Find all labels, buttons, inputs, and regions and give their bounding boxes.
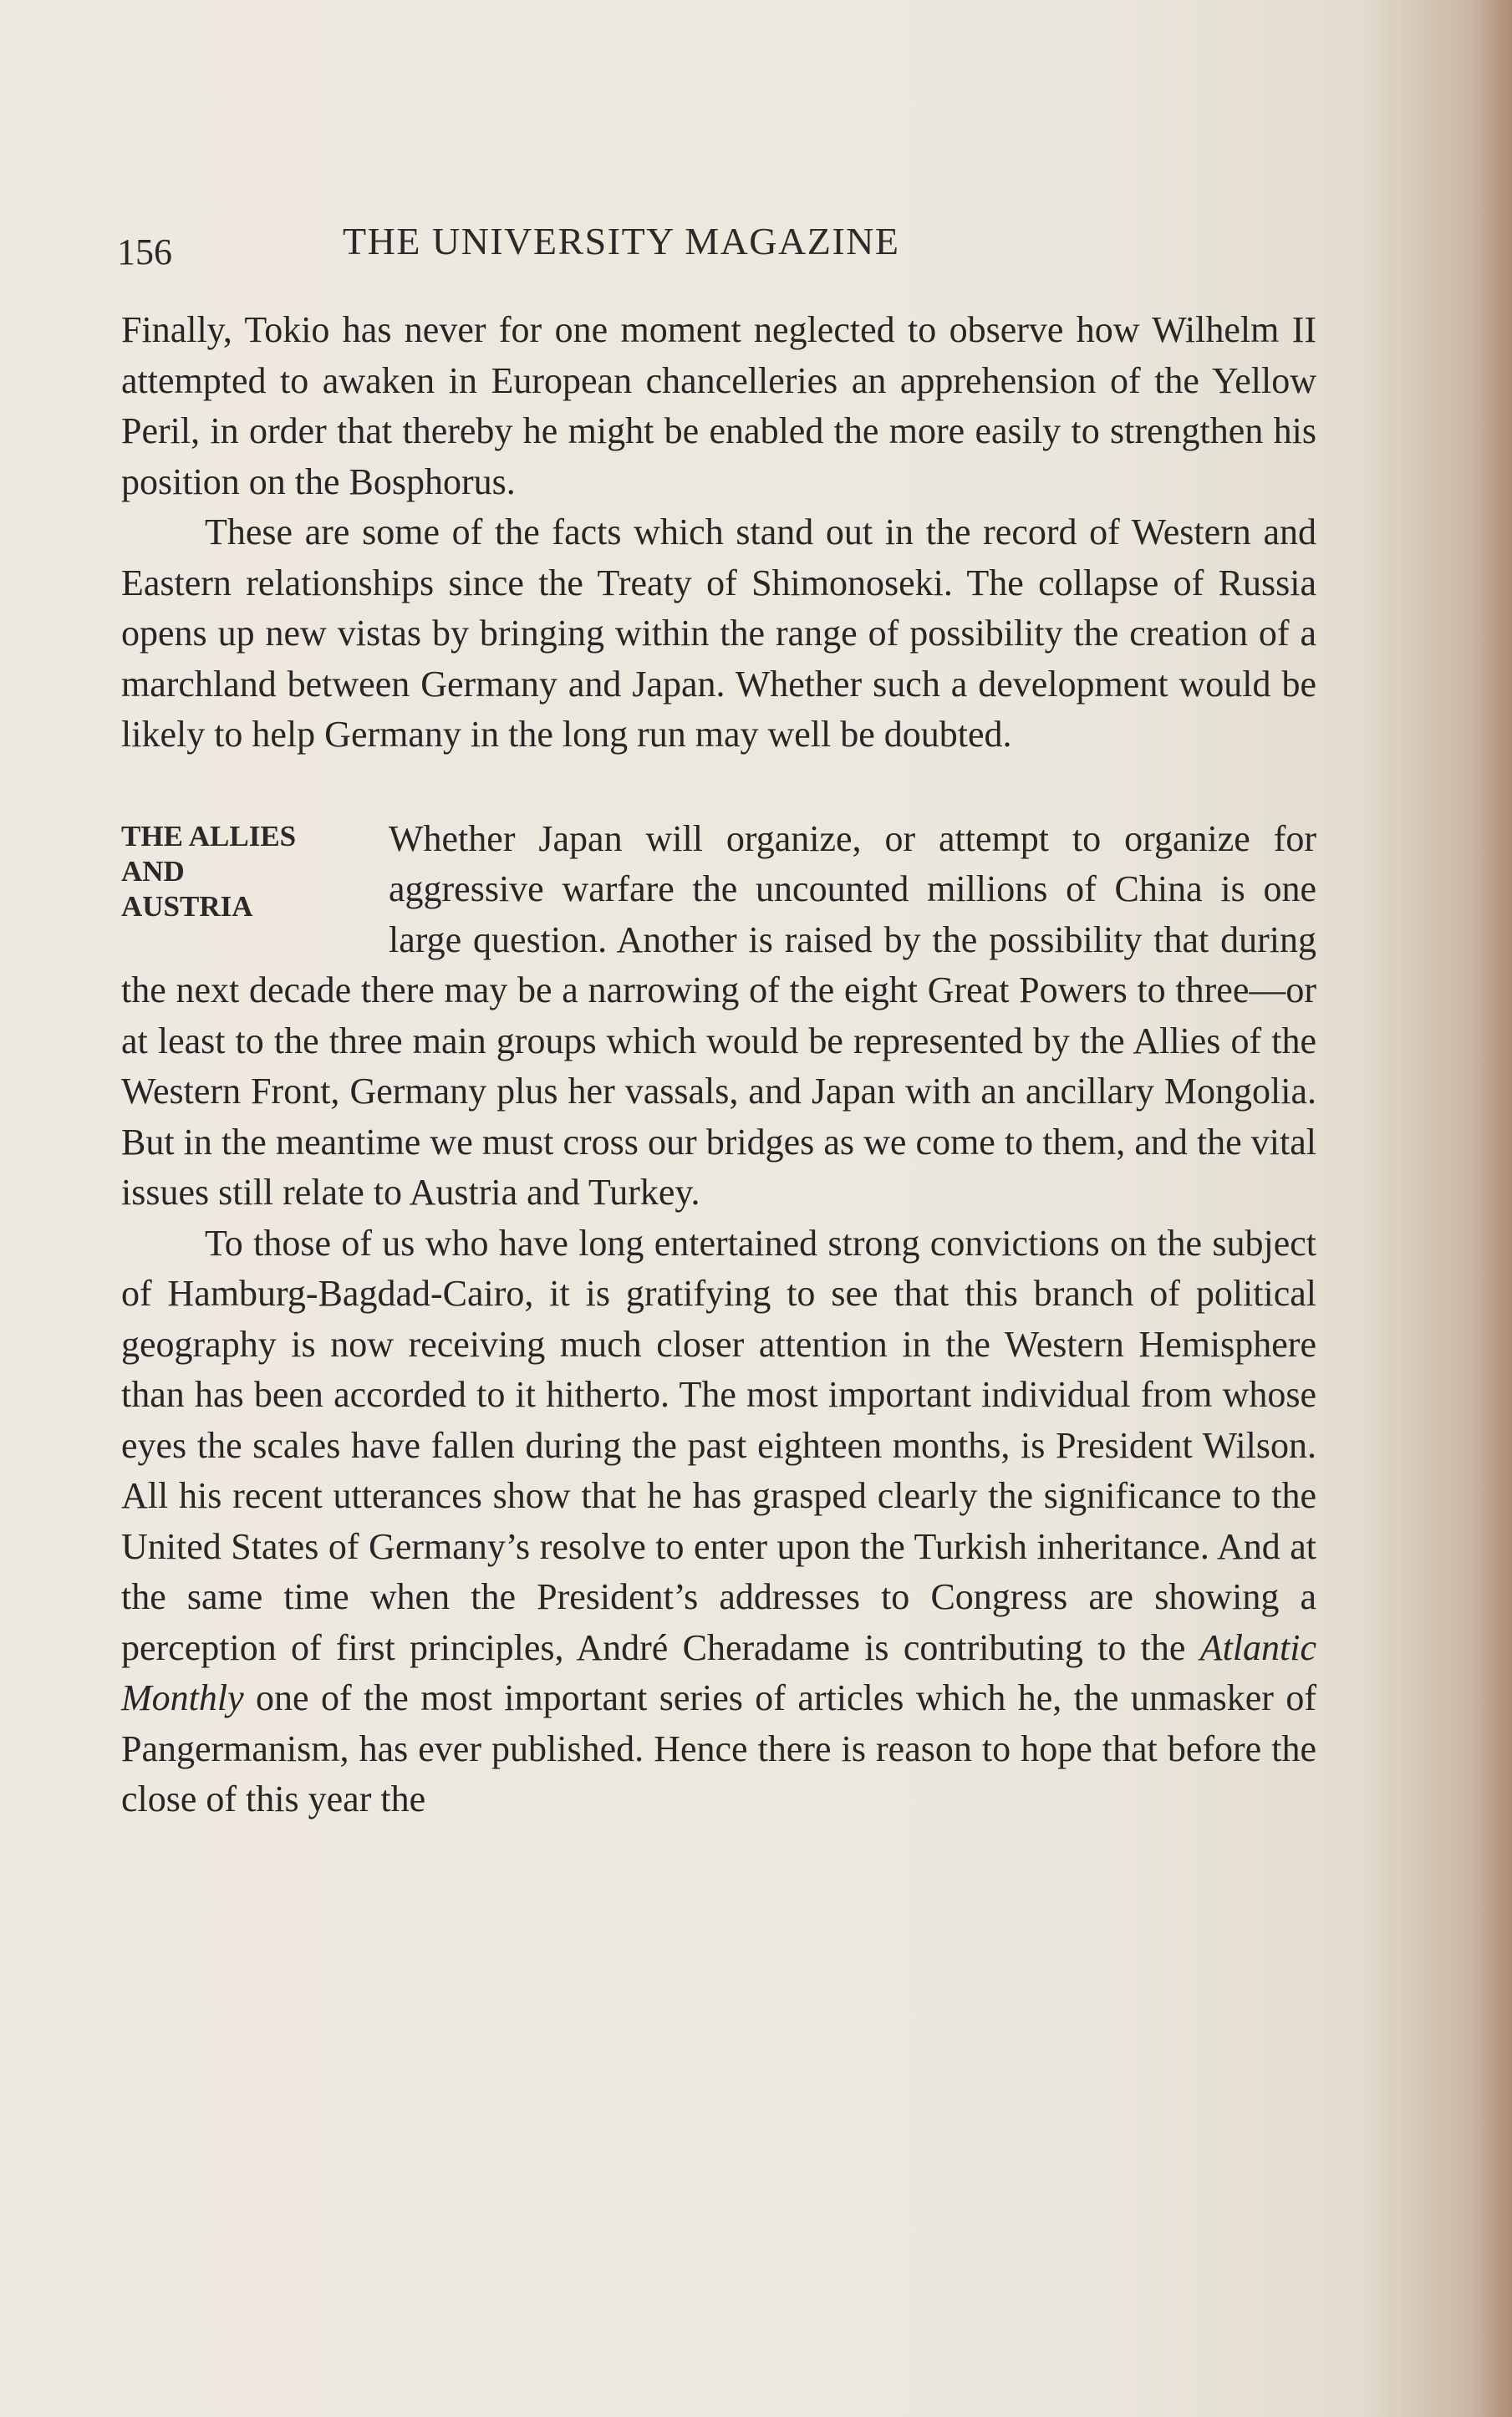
paragraph-2: These are some of the facts which stand out in the record of Western and Eastern relationships since the Treaty of Shimonoseki. The collapse of Russia opens up new vistas by bringing within the range of possibility the creation of a marchland between Germany and Japan. Whether such a development would be likely to help Germany in the long run may well be doubted. [121, 511, 1316, 755]
paragraph-3: Whether Japan will organize, or attempt to organize for aggressive warfare the uncounted millions of China is one large question. Another is raised by the possibility that during the next decade there may be a narrowing of the eight Great Powers to three—or at least to the three main groups which would be represented by the Allies of the Western Front, Germany plus her vassals, and Japan with an ancillary Mongolia. But in the meantime we must cross our bridges as we come to them, and the vital issues still relate to Austria and Turkey. [121, 817, 1316, 1213]
paragraph-4 [121, 1219, 1316, 1825]
body-text [121, 305, 1316, 1825]
page-number: 156 [117, 232, 172, 272]
paragraph-1: Finally, Tokio has never for one moment neglected to observe how Wilhelm II attempted to awaken in European chancelleries an apprehension of the Yellow Peril, in order that thereby he might be enabled the more easily to strengthen his position on the Bosphorus. [121, 309, 1316, 502]
paragraph-4-end: one of the most important series of articles which he, the unmasker of Pangermanism, has ever published. Hence there is reason to hope that before the close of this year the [121, 1677, 1316, 1819]
section-gap [121, 761, 1316, 814]
paragraph-4-start: To those of us who have long entertained strong convictions on the subject of Hamburg-Bagdad-Cairo, it is gratifying to see that this branch of political geography is now receiving much closer attention in the Western Hemisphere than has been accorded to it hitherto. The most important individual from whose eyes the scales have fallen during the past eighteen months, is President Wilson. All his recent utterances show that he has grasped clearly the significance to the United States of Germany’s resolve to enter upon the Turkish inheritance. And at the same time when the President’s addresses to Congress are showing a perception of first principles, André Cheradame is contributing to the [121, 1222, 1316, 1668]
sidehead-line-3: AUSTRIA [121, 889, 253, 923]
magazine-name-italic: Atlantic Monthly [121, 1626, 1316, 1718]
section-sidehead [121, 819, 372, 924]
sidehead-line-1: THE ALLIES [121, 819, 297, 852]
sidehead-line-2: AND [121, 854, 185, 888]
running-head [117, 219, 1354, 277]
magazine-title: THE UNIVERSITY MAGAZINE [343, 220, 900, 262]
